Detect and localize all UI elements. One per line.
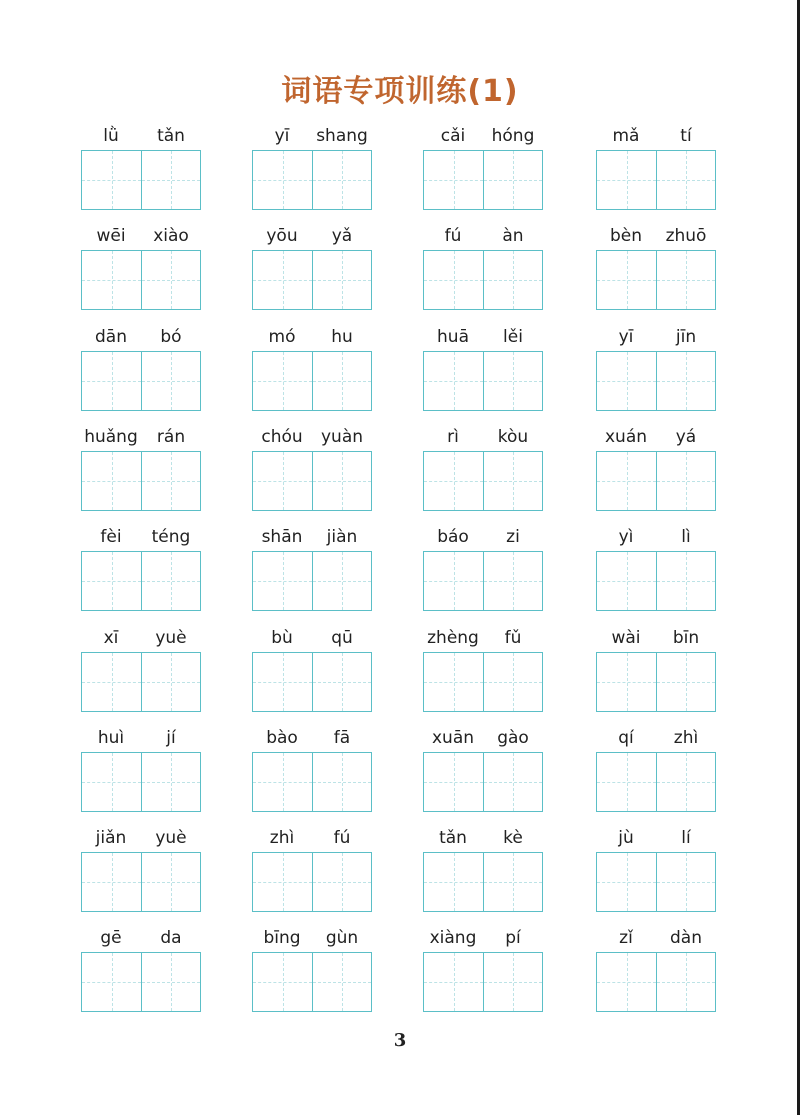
writing-boxes [252,652,372,712]
pinyin-syllable: zi [506,527,520,547]
pinyin-syllable: qí [618,728,634,748]
character-writing-box[interactable] [656,953,715,1011]
pinyin-syllable: wài [611,628,641,648]
character-writing-box[interactable] [312,853,371,911]
character-writing-box[interactable] [483,853,542,911]
pinyin-syllable: bīng [263,928,301,948]
pinyin-row [596,626,716,652]
pinyin-row [81,826,201,852]
pinyin-row [596,224,716,250]
writing-boxes [81,852,201,912]
pinyin-row [423,726,543,752]
word-cell [423,224,543,310]
writing-boxes [596,150,716,210]
word-cell [596,726,716,812]
pinyin-syllable: jiǎn [95,828,127,848]
character-writing-box[interactable] [253,653,312,711]
pinyin-syllable: gùn [325,928,359,948]
character-writing-box[interactable] [597,352,656,410]
pinyin-syllable: dān [95,327,127,347]
pinyin-syllable: bó [160,327,182,347]
pinyin-row [423,425,543,451]
pinyin-row [252,325,372,351]
pinyin-syllable: jiàn [326,527,358,547]
character-writing-box[interactable] [312,753,371,811]
word-cell [252,826,372,912]
pinyin-row [423,926,543,952]
pinyin-syllable: shang [316,126,368,146]
character-writing-box[interactable] [82,953,141,1011]
pinyin-syllable: tǎn [157,126,185,146]
character-writing-box[interactable] [253,452,312,510]
word-cell [596,124,716,210]
pinyin-row [81,525,201,551]
pinyin-row [252,124,372,150]
pinyin-syllable: dàn [670,928,702,948]
pinyin-syllable: da [160,928,182,948]
word-cell [81,224,201,310]
pinyin-syllable: hóng [491,126,535,146]
writing-boxes [252,752,372,812]
pinyin-row [252,425,372,451]
writing-boxes [252,150,372,210]
writing-boxes [252,351,372,411]
word-cell [423,926,543,1012]
word-cell [252,926,372,1012]
pinyin-syllable: yǎ [331,226,353,246]
character-writing-box[interactable] [312,953,371,1011]
word-cell [596,425,716,511]
pinyin-row [596,425,716,451]
pinyin-syllable: xuán [604,427,648,447]
worksheet-title: 词语专项训练(1) [281,74,519,109]
character-writing-box[interactable] [253,753,312,811]
character-writing-box[interactable] [483,452,542,510]
word-cell [423,826,543,912]
pinyin-syllable: xiào [153,226,189,246]
pinyin-syllable: mó [268,327,296,347]
word-cell [81,626,201,712]
character-writing-box[interactable] [141,853,200,911]
pinyin-syllable: jí [166,728,176,748]
pinyin-row [423,525,543,551]
writing-boxes [252,952,372,1012]
word-cell [423,525,543,611]
character-writing-box[interactable] [656,251,715,309]
character-writing-box[interactable] [141,552,200,610]
character-writing-box[interactable] [483,753,542,811]
character-writing-box[interactable] [82,653,141,711]
word-cell [596,826,716,912]
pinyin-row [596,124,716,150]
pinyin-row [423,124,543,150]
writing-boxes [423,451,543,511]
pinyin-syllable: yī [274,126,290,146]
writing-boxes [252,852,372,912]
pinyin-syllable: lěi [503,327,523,347]
pinyin-row [81,626,201,652]
character-writing-box[interactable] [483,251,542,309]
pinyin-row [81,425,201,451]
character-writing-box[interactable] [424,753,483,811]
character-writing-box[interactable] [141,753,200,811]
pinyin-row [596,726,716,752]
writing-boxes [81,250,201,310]
page-number: 3 [393,1030,407,1051]
pinyin-syllable: hu [331,327,353,347]
writing-boxes [423,250,543,310]
pinyin-row [423,826,543,852]
word-cell [252,224,372,310]
writing-boxes [596,551,716,611]
pinyin-row [596,325,716,351]
word-cell [596,926,716,1012]
character-writing-box[interactable] [82,151,141,209]
character-writing-box[interactable] [253,251,312,309]
pinyin-syllable: bèn [609,226,643,246]
pinyin-syllable: xī [103,628,119,648]
character-writing-box[interactable] [253,151,312,209]
character-writing-box[interactable] [656,552,715,610]
character-writing-box[interactable] [141,953,200,1011]
pinyin-syllable: rán [156,427,186,447]
character-writing-box[interactable] [597,653,656,711]
writing-boxes [596,652,716,712]
pinyin-syllable: chóu [261,427,303,447]
pinyin-syllable: qū [331,628,353,648]
character-writing-box[interactable] [597,953,656,1011]
character-writing-box[interactable] [82,552,141,610]
writing-boxes [252,551,372,611]
character-writing-box[interactable] [483,151,542,209]
character-writing-box[interactable] [424,653,483,711]
word-cell [596,325,716,411]
character-writing-box[interactable] [82,853,141,911]
word-cell [252,325,372,411]
pinyin-syllable: xiàng [429,928,477,948]
character-writing-box[interactable] [424,552,483,610]
character-writing-box[interactable] [424,953,483,1011]
word-cell [423,124,543,210]
pinyin-row [596,926,716,952]
character-writing-box[interactable] [656,452,715,510]
character-writing-box[interactable] [312,552,371,610]
writing-boxes [423,852,543,912]
pinyin-syllable: huǎng [84,427,138,447]
character-writing-box[interactable] [656,151,715,209]
writing-boxes [252,250,372,310]
writing-boxes [423,351,543,411]
pinyin-row [81,124,201,150]
pinyin-syllable: àn [502,226,524,246]
character-writing-box[interactable] [82,753,141,811]
character-writing-box[interactable] [312,251,371,309]
pinyin-syllable: gē [100,928,122,948]
pinyin-row [252,826,372,852]
pinyin-row [252,626,372,652]
pinyin-syllable: kòu [497,427,529,447]
character-writing-box[interactable] [483,653,542,711]
word-cell [81,726,201,812]
word-cell [81,425,201,511]
character-writing-box[interactable] [483,552,542,610]
pinyin-syllable: cǎi [440,126,466,146]
character-writing-box[interactable] [597,151,656,209]
pinyin-row [252,525,372,551]
pinyin-syllable: yì [618,527,634,547]
pinyin-syllable: tí [680,126,692,146]
word-cell [252,726,372,812]
word-cell [81,826,201,912]
character-writing-box[interactable] [253,552,312,610]
pinyin-syllable: fǔ [504,628,522,648]
pinyin-syllable: huā [437,327,469,347]
character-writing-box[interactable] [141,352,200,410]
word-cell [81,124,201,210]
character-writing-box[interactable] [656,352,715,410]
pinyin-syllable: zhì [673,728,699,748]
pinyin-syllable: wēi [96,226,126,246]
word-cell [252,425,372,511]
character-writing-box[interactable] [597,552,656,610]
pinyin-syllable: xuān [431,728,475,748]
writing-boxes [596,451,716,511]
word-cell [596,525,716,611]
pinyin-syllable: bào [266,728,298,748]
writing-boxes [423,150,543,210]
pinyin-syllable: zǐ [619,928,633,948]
pinyin-syllable: shān [261,527,303,547]
pinyin-row [423,224,543,250]
character-writing-box[interactable] [597,251,656,309]
character-writing-box[interactable] [82,352,141,410]
word-cell [423,626,543,712]
character-writing-box[interactable] [597,452,656,510]
word-cell [423,425,543,511]
writing-boxes [81,652,201,712]
pinyin-syllable: fèi [100,527,122,547]
pinyin-row [81,726,201,752]
writing-boxes [423,952,543,1012]
pinyin-syllable: lí [681,828,691,848]
pinyin-syllable: pí [505,928,521,948]
pinyin-syllable: zhèng [427,628,479,648]
word-cell [81,325,201,411]
writing-boxes [596,351,716,411]
pinyin-syllable: téng [151,527,191,547]
writing-boxes [596,952,716,1012]
writing-boxes [81,551,201,611]
writing-boxes [423,551,543,611]
character-writing-box[interactable] [656,853,715,911]
character-writing-box[interactable] [483,352,542,410]
word-cell [81,525,201,611]
character-writing-box[interactable] [424,452,483,510]
pinyin-syllable: tǎn [439,828,467,848]
character-writing-box[interactable] [312,452,371,510]
writing-boxes [423,752,543,812]
word-cell [423,325,543,411]
word-cell [252,525,372,611]
pinyin-row [252,224,372,250]
pinyin-row [423,626,543,652]
pinyin-syllable: yuè [155,828,187,848]
pinyin-syllable: jù [618,828,634,848]
character-writing-box[interactable] [312,653,371,711]
character-writing-box[interactable] [312,151,371,209]
pinyin-syllable: yuè [155,628,187,648]
pinyin-syllable: mǎ [612,126,640,146]
character-writing-box[interactable] [424,251,483,309]
writing-boxes [81,451,201,511]
character-writing-box[interactable] [82,251,141,309]
pinyin-syllable: gào [497,728,529,748]
pinyin-syllable: kè [503,828,523,848]
pinyin-syllable: báo [437,527,469,547]
character-writing-box[interactable] [424,151,483,209]
character-writing-box[interactable] [253,953,312,1011]
pinyin-row [252,926,372,952]
character-writing-box[interactable] [82,452,141,510]
word-cell [596,224,716,310]
word-cell [596,626,716,712]
pinyin-row [423,325,543,351]
pinyin-syllable: bù [271,628,293,648]
pinyin-syllable: fú [444,226,462,246]
writing-boxes [596,852,716,912]
writing-boxes [81,150,201,210]
character-writing-box[interactable] [656,653,715,711]
pinyin-row [81,325,201,351]
character-writing-box[interactable] [597,853,656,911]
pinyin-syllable: bīn [672,628,700,648]
writing-boxes [423,652,543,712]
pinyin-syllable: yá [675,427,697,447]
pinyin-row [596,826,716,852]
writing-boxes [81,952,201,1012]
word-cell [423,726,543,812]
writing-boxes [596,250,716,310]
pinyin-syllable: yuàn [320,427,364,447]
writing-boxes [596,752,716,812]
word-cell [81,926,201,1012]
character-writing-box[interactable] [424,853,483,911]
character-writing-box[interactable] [656,753,715,811]
character-writing-box[interactable] [141,151,200,209]
pinyin-row [252,726,372,752]
pinyin-syllable: yī [618,327,634,347]
pinyin-syllable: rì [447,427,459,447]
character-writing-box[interactable] [597,753,656,811]
character-writing-box[interactable] [141,653,200,711]
character-writing-box[interactable] [483,953,542,1011]
character-writing-box[interactable] [141,452,200,510]
character-writing-box[interactable] [312,352,371,410]
pinyin-row [596,525,716,551]
word-cell [252,124,372,210]
pinyin-syllable: huì [97,728,125,748]
writing-boxes [81,351,201,411]
pinyin-syllable: fú [333,828,351,848]
pinyin-syllable: lì [681,527,691,547]
writing-boxes [81,752,201,812]
pinyin-syllable: yōu [266,226,298,246]
pinyin-syllable: zhuō [665,226,707,246]
character-writing-box[interactable] [424,352,483,410]
pinyin-syllable: fā [333,728,351,748]
word-cell [252,626,372,712]
character-writing-box[interactable] [253,853,312,911]
pinyin-syllable: zhì [269,828,295,848]
pinyin-syllable: jīn [675,327,697,347]
pinyin-syllable: lǜ [103,126,119,146]
pinyin-row [81,926,201,952]
writing-boxes [252,451,372,511]
pinyin-row [81,224,201,250]
character-writing-box[interactable] [253,352,312,410]
character-writing-box[interactable] [141,251,200,309]
